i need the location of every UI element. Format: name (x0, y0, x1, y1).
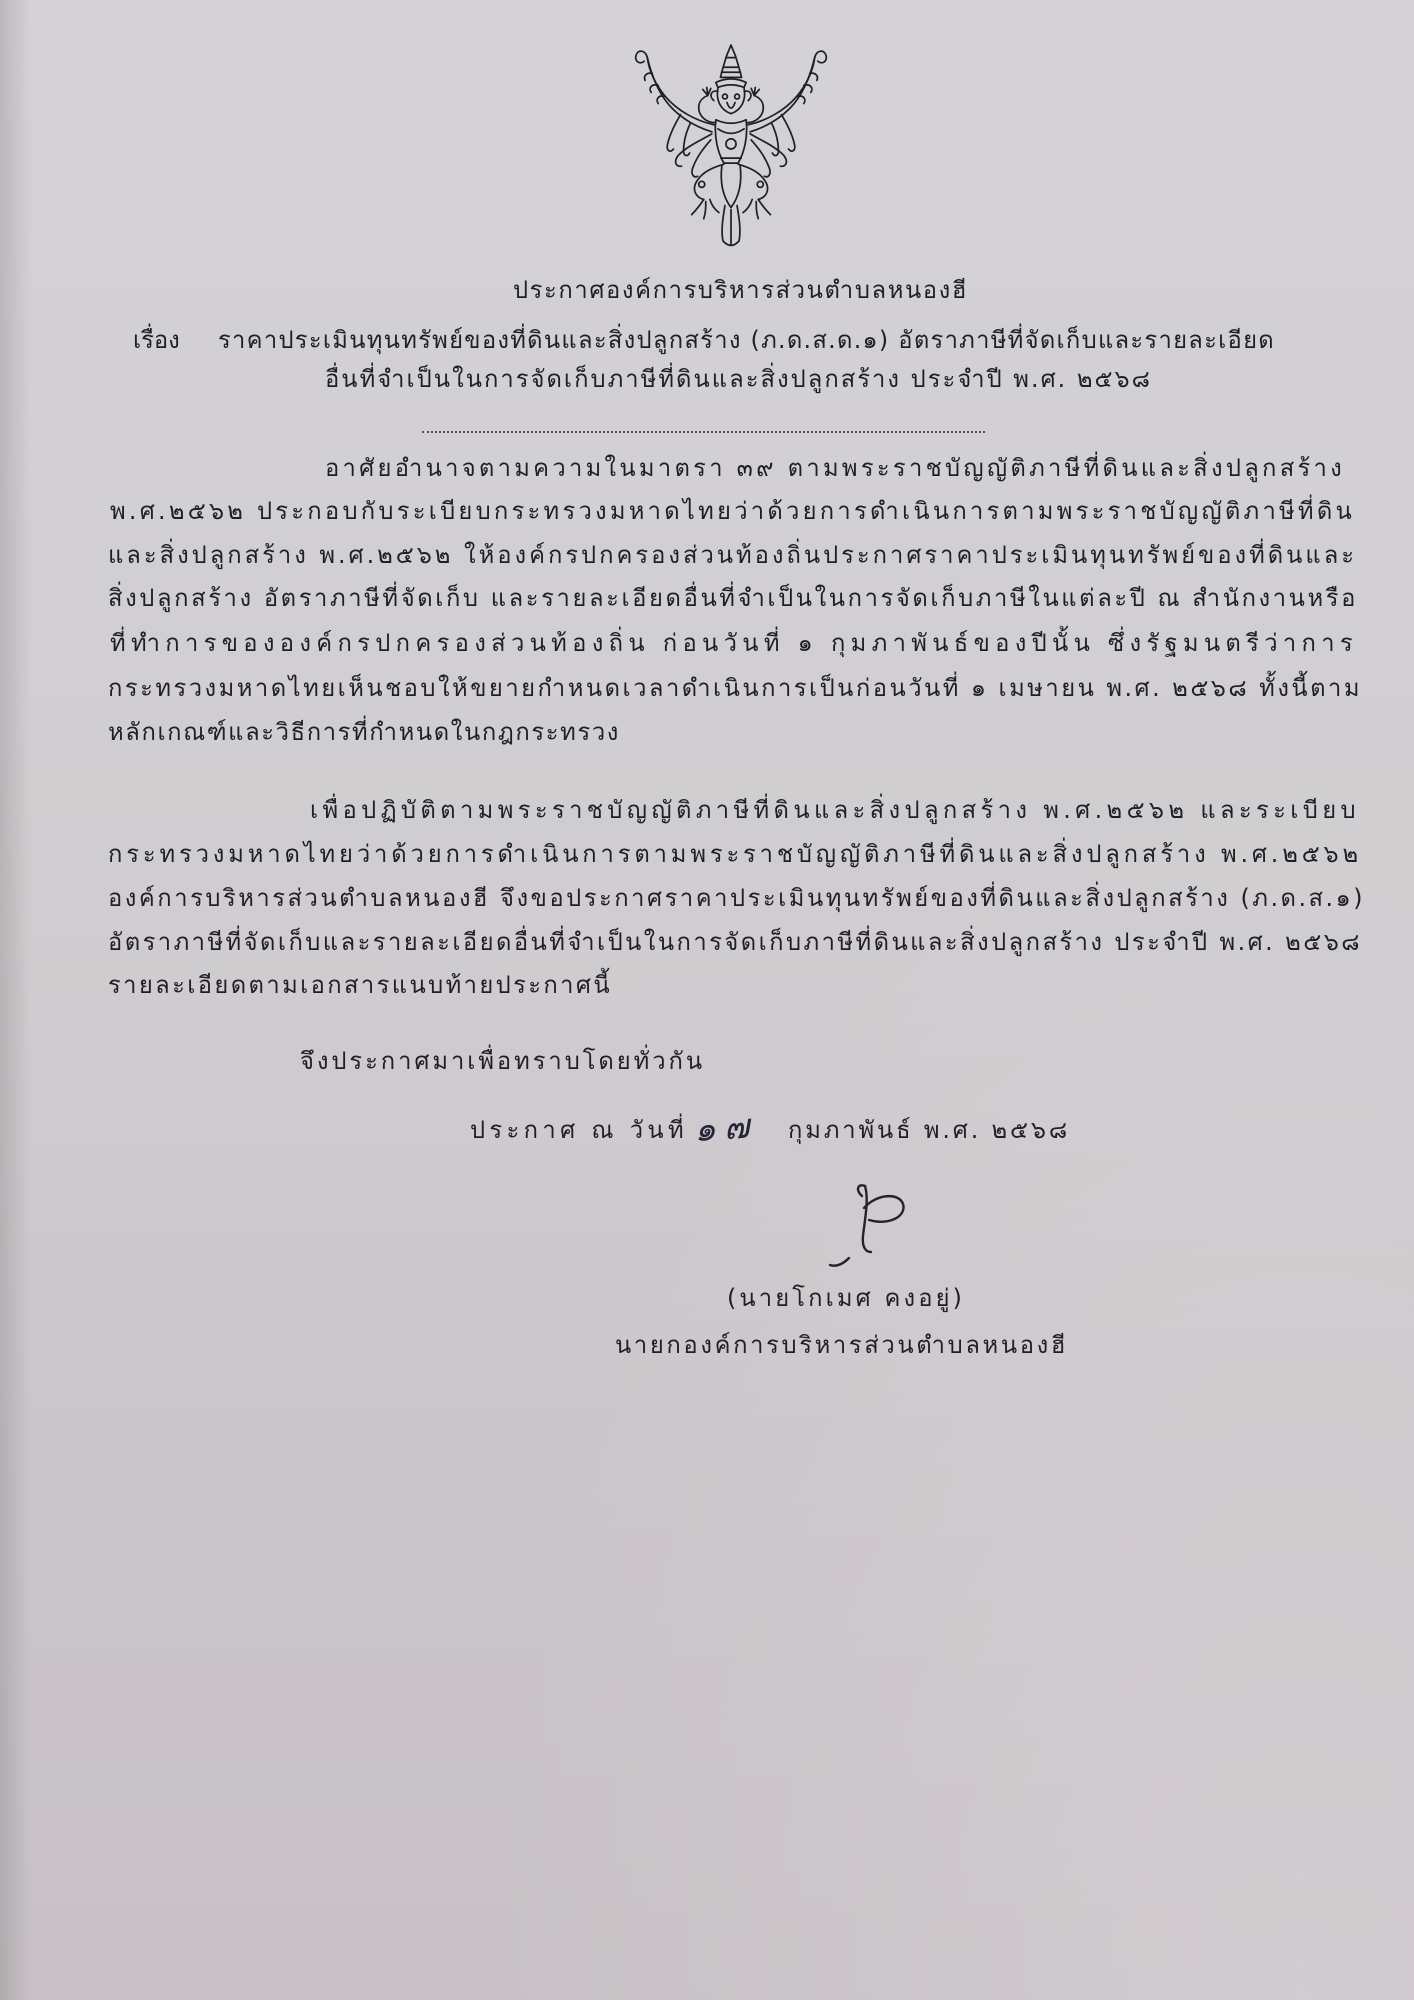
signatory-name: (นายโกเมศ คงอยู่) (727, 1284, 965, 1312)
closing-line: จึงประกาศมาเพื่อทราบโดยทั่วกัน (300, 1047, 705, 1075)
date-month-year: กุมภาพันธ์ พ.ศ. ๒๕๖๘ (788, 1116, 1070, 1144)
signatory-position: นายกองค์การบริหารส่วนตำบลหนองฮี (615, 1331, 1068, 1359)
announcement-title: ประกาศองค์การบริหารส่วนตำบลหนองฮี (513, 276, 968, 304)
paragraph-line: กระทรวงมหาดไทยเห็นชอบให้ขยายกำหนดเวลาดำเนินการเป็นก่อนวันที่ ๑ เมษายน พ.ศ. ๒๕๖๘ ทั้งนี้ตาม (108, 674, 1362, 702)
paragraph-line: อาศัยอำนาจตามความในมาตรา ๓๙ ตามพระราชบัญญัติภาษีที่ดินและสิ่งปลูกสร้าง (325, 454, 1345, 482)
paragraph-line: กระทรวงมหาดไทยว่าด้วยการดำเนินการตามพระราชบัญญัติภาษีที่ดินและสิ่งปลูกสร้าง พ.ศ.๒๕๖๒ (108, 840, 1362, 868)
paragraph-line: สิ่งปลูกสร้าง อัตราภาษีที่จัดเก็บ และรายละเอียดอื่นที่จำเป็นในการจัดเก็บภาษีในแต่ละปี ณ สำนักงานหรือ (108, 584, 1358, 612)
date-prefix: ประกาศ ณ วันที่ (470, 1116, 688, 1144)
subject-label: เรื่อง (133, 326, 180, 354)
paragraph-line: พ.ศ.๒๕๖๒ ประกอบกับระเบียบกระทรวงมหาดไทยว่าด้วยการดำเนินการตามพระราชบัญญัติภาษีที่ดิน (110, 497, 1355, 525)
dotted-divider (422, 431, 985, 433)
handwritten-signature (818, 1172, 928, 1282)
garuda-emblem-icon (625, 44, 837, 252)
date-day-handwritten: ๑๗ (692, 1105, 759, 1151)
subject-line: ราคาประเมินทุนทรัพย์ของที่ดินและสิ่งปลูกสร้าง (ภ.ด.ส.ด.๑) อัตราภาษีที่จัดเก็บและรายละเอียด (218, 326, 1275, 354)
paragraph-line: และสิ่งปลูกสร้าง พ.ศ.๒๕๖๒ ให้องค์กรปกครองส่วนท้องถิ่นประกาศราคาประเมินทุนทรัพย์ของที่ดินและ (108, 541, 1357, 569)
paragraph-line: องค์การบริหารส่วนตำบลหนองฮี จึงขอประกาศราคาประเมินทุนทรัพย์ของที่ดินและสิ่งปลูกสร้าง (ภ.ด.ส.๑) (108, 884, 1365, 912)
paragraph-line: ที่ทำการขององค์กรปกครองส่วนท้องถิ่น ก่อนวันที่ ๑ กุมภาพันธ์ของปีนั้น ซึ่งรัฐมนตรีว่าการ (110, 629, 1358, 657)
subject-line: อื่นที่จำเป็นในการจัดเก็บภาษีที่ดินและสิ่งปลูกสร้าง ประจำปี พ.ศ. ๒๕๖๘ (325, 365, 1152, 393)
paragraph-line: รายละเอียดตามเอกสารแนบท้ายประกาศนี้ (108, 971, 612, 999)
paragraph-line: เพื่อปฏิบัติตามพระราชบัญญัติภาษีที่ดินและสิ่งปลูกสร้าง พ.ศ.๒๕๖๒ และระเบียบ (310, 796, 1360, 824)
paragraph-line: อัตราภาษีที่จัดเก็บและรายละเอียดอื่นที่จำเป็นในการจัดเก็บภาษีที่ดินและสิ่งปลูกสร้าง ประจำปี พ.ศ. ๒๕๖๘ (108, 928, 1362, 956)
paragraph-line: หลักเกณฑ์และวิธีการที่กำหนดในกฎกระทรวง (108, 718, 620, 746)
